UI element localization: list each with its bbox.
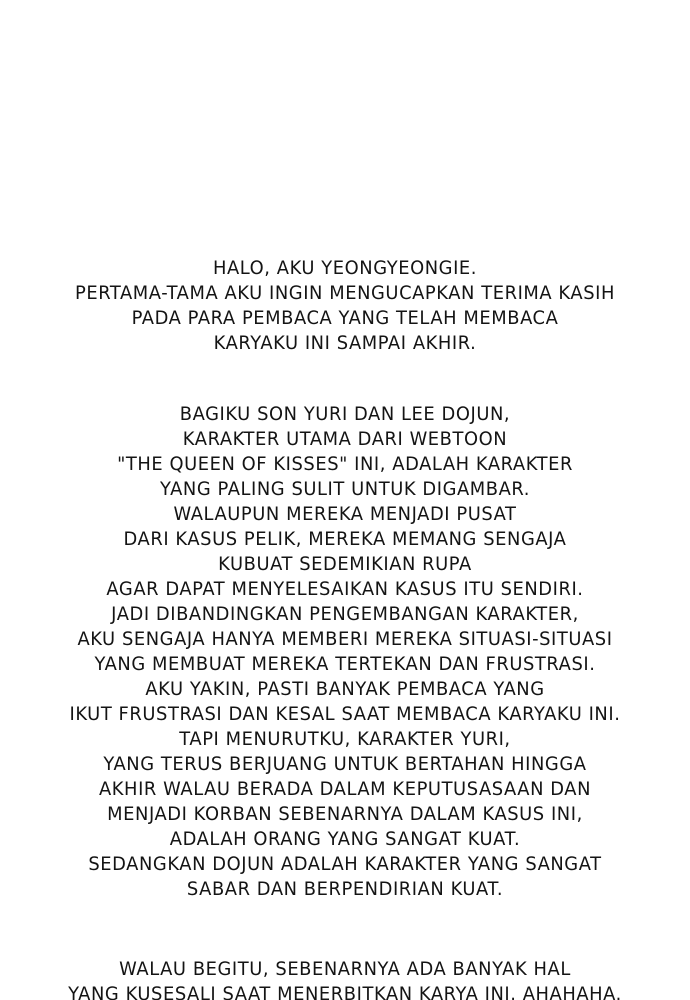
text-line: AKHIR WALAU BERADA DALAM KEPUTUSASAAN DAN <box>98 778 592 800</box>
text-line: AKU YAKIN, PASTI BANYAK PEMBACA YANG <box>145 678 545 700</box>
characters-paragraph <box>0 402 690 902</box>
text-line: SEDANGKAN DOJUN ADALAH KARAKTER YANG SANGAT <box>88 853 602 875</box>
text-line: AGAR DAPAT MENYELESAIKAN KASUS ITU SENDIRI. <box>106 578 584 600</box>
text-line: IKUT FRUSTRASI DAN KESAL SAAT MEMBACA KARYAKU INI. <box>69 703 621 725</box>
text-line: WALAUPUN MEREKA MENJADI PUSAT <box>173 503 517 525</box>
text-line: TAPI MENURUTKU, KARAKTER YURI, <box>179 728 511 750</box>
text-line: YANG KUSESALI SAAT MENERBITKAN KARYA INI. AHAHAHA. <box>68 983 622 1000</box>
closing-paragraph <box>0 957 690 1000</box>
text-line: YANG MEMBUAT MEREKA TERTEKAN DAN FRUSTRASI. <box>94 653 596 675</box>
text-line: BAGIKU SON YURI DAN LEE DOJUN, <box>179 403 511 425</box>
text-line: YANG TERUS BERJUANG UNTUK BERTAHAN HINGGA <box>103 753 587 775</box>
text-line: "THE QUEEN OF KISSES" INI, ADALAH KARAKTER <box>117 453 573 475</box>
text-line: PADA PARA PEMBACA YANG TELAH MEMBACA <box>131 307 559 329</box>
text-line: JADI DIBANDINGKAN PENGEMBANGAN KARAKTER, <box>111 603 579 625</box>
text-line: YANG PALING SULIT UNTUK DIGAMBAR. <box>160 478 530 500</box>
text-line: DARI KASUS PELIK, MEREKA MEMANG SENGAJA <box>123 528 567 550</box>
text-line: HALO, AKU YEONGYEONGIE. <box>212 257 478 279</box>
text-line: KARYAKU INI SAMPAI AKHIR. <box>213 332 477 354</box>
text-line: KUBUAT SEDEMIKIAN RUPA <box>218 553 472 575</box>
text-line: SABAR DAN BERPENDIRIAN KUAT. <box>186 878 504 900</box>
text-line: AKU SENGAJA HANYA MEMBERI MEREKA SITUASI-SITUASI <box>77 628 613 650</box>
text-line: MENJADI KORBAN SEBENARNYA DALAM KASUS INI, <box>107 803 583 825</box>
greeting-paragraph <box>0 256 690 356</box>
text-line: KARAKTER UTAMA DARI WEBTOON <box>182 428 508 450</box>
text-line: PERTAMA-TAMA AKU INGIN MENGUCAPKAN TERIMA KASIH <box>75 282 615 304</box>
text-line: ADALAH ORANG YANG SANGAT KUAT. <box>169 828 521 850</box>
text-line: WALAU BEGITU, SEBENARNYA ADA BANYAK HAL <box>119 958 571 980</box>
